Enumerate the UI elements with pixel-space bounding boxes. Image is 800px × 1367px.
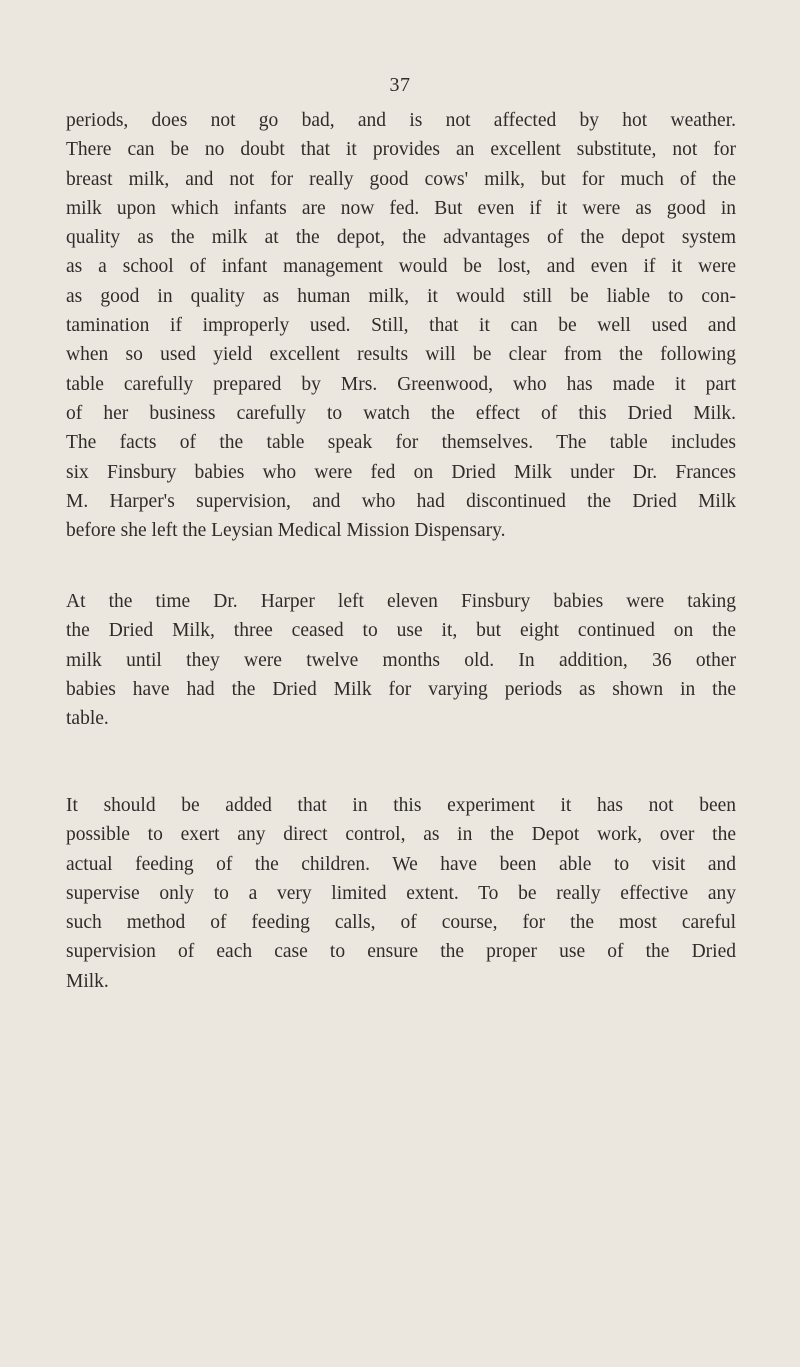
text-line: six Finsbury babies who were fed on Dried Milk under Dr. Frances <box>66 461 736 483</box>
text-line: milk until they were twelve months old. In addition, 36 other <box>66 649 736 671</box>
page-number: 37 <box>389 74 411 96</box>
text-line: supervise only to a very limited extent. To be really effective any <box>66 882 736 904</box>
paragraph-3 <box>66 791 736 996</box>
text-line: of her business carefully to watch the effect of this Dried Milk. <box>66 402 736 424</box>
text-line: possible to exert any direct control, as in the Depot work, over the <box>66 824 736 846</box>
text-line: table. <box>66 708 109 730</box>
text-line: tamination if improperly used. Still, that it can be well used and <box>66 315 736 337</box>
text-line: quality as the milk at the depot, the advantages of the depot system <box>66 227 736 249</box>
text-line: The facts of the table speak for themselves. The table includes <box>66 432 736 454</box>
text-line: breast milk, and not for really good cows' milk, but for much of the <box>66 168 736 190</box>
text-line: It should be added that in this experiment it has not been <box>66 795 736 816</box>
text-line: babies have had the Dried Milk for varying periods as shown in the <box>66 678 736 700</box>
text-line: actual feeding of the children. We have been able to visit and <box>66 853 736 875</box>
text-line: M. Harper's supervision, and who had discontinued the Dried Milk <box>66 490 736 512</box>
text-line: Milk. <box>66 970 109 992</box>
text-line: table carefully prepared by Mrs. Greenwood, who has made it part <box>66 373 736 395</box>
text-line: At the time Dr. Harper left eleven Finsbury babies were taking <box>66 591 736 612</box>
text-line: before she left the Leysian Medical Mission Dispensary. <box>66 520 506 542</box>
text-line: when so used yield excellent results will be clear from the following <box>66 344 736 366</box>
text-line: as good in quality as human milk, it would still be liable to con- <box>66 285 736 307</box>
text-line: as a school of infant management would be lost, and even if it were <box>66 256 736 278</box>
text-line: the Dried Milk, three ceased to use it, but eight continued on the <box>66 620 736 642</box>
text-line: supervision of each case to ensure the proper use of the Dried <box>66 941 736 963</box>
text-line: milk upon which infants are now fed. But even if it were as good in <box>66 197 736 219</box>
text-line: such method of feeding calls, of course, for the most careful <box>66 912 736 934</box>
paragraph-1 <box>66 106 736 545</box>
paragraph-2 <box>66 587 736 733</box>
text-line: periods, does not go bad, and is not affected by hot weather. <box>66 110 736 131</box>
text-line: There can be no doubt that it provides an excellent substitute, not for <box>66 139 736 161</box>
